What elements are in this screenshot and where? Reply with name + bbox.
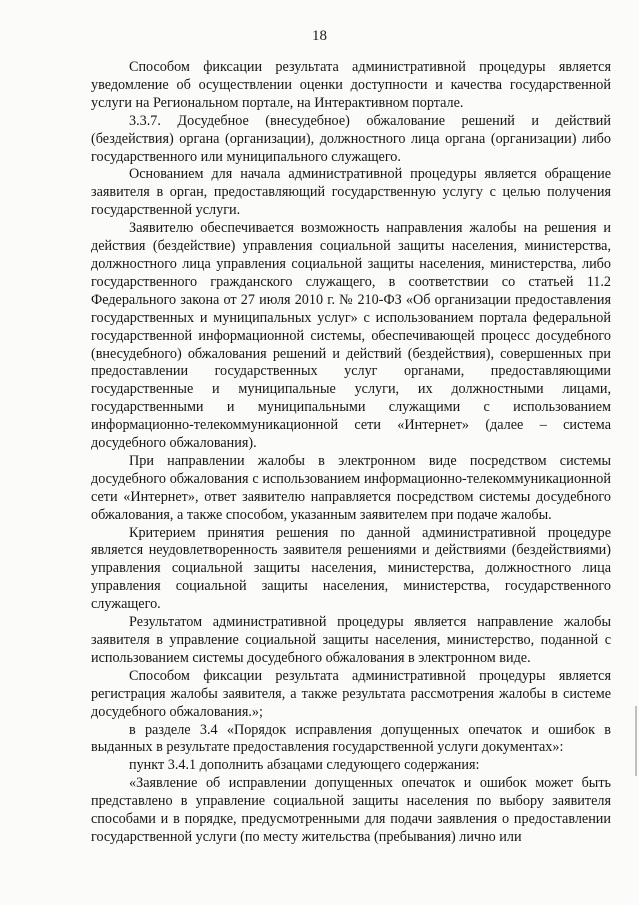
paragraph-fixation-result: Способом фиксации результата административной процедуры является уведомление об осуществлении оценки доступности и качества государственной услуги на Региональном портале, на Интерактивном портале. bbox=[91, 59, 611, 111]
paragraph-clause-3-4-1: пункт 3.4.1 дополнить абзацами следующего содержания: bbox=[129, 757, 480, 774]
paragraph-decision-criterion: Критерием принятия решения по данной административной процедуре является неудовлетворенность заявителя решениями и действиями (бездействиями) управления социальной защиты населения, министерства, должностного лица управления социальной защиты населения, министерства, государственного служащего. bbox=[91, 524, 611, 613]
paragraph-basis-for-procedure: Основанием для начала административной процедуры является обращение заявителя в орган, предоставляющий государственную услугу с целью получения государственной услуги. bbox=[91, 166, 611, 219]
paragraph-section-3-3-7: 3.3.7. Досудебное (внесудебное) обжалование решений и действий (бездействия) органа (организации), должностного лица органа (организации) либо государственного или муниципального служащего. bbox=[91, 112, 611, 165]
page-number: 18 bbox=[312, 28, 327, 44]
paragraph-correction-application: «Заявление об исправлении допущенных опечаток и ошибок может быть представлено в управление социальной защиты населения по выбору заявителя способами и в порядке, предусмотренными для подачи заявления о предоставлении государственной услуги (по месту жительства (пребывания) лично или bbox=[91, 775, 611, 845]
paragraph-fixation-registration: Способом фиксации результата административной процедуры является регистрация жалобы заявителя, а также результата рассмотрения жалобы в системе досудебного обжалования.»; bbox=[91, 667, 611, 720]
scan-edge-mark bbox=[635, 706, 637, 776]
paragraph-electronic-complaint: При направлении жалобы в электронном виде посредством системы досудебного обжалования с использованием информационно-телекоммуникационной сети «Интернет», ответ заявителю направляется посредством системы досудебного обжалования, а также способом, указанным заявителем при подаче жалобы. bbox=[91, 452, 611, 523]
paragraph-complaint-opportunity: Заявителю обеспечивается возможность направления жалобы на решения и действия (бездействие) управления социальной защиты населения, министерства, должностного лица управления социальной защиты населения, министерства, либо государственного гражданского служащего, в соответствии со статьей 11.2 Федерального закона от 27 июля 2010 г. № 210-ФЗ «Об организации предоставления государственных и муниципальных услуг» с использованием портала федеральной государственной информационной системы, обеспечивающей процесс досудебного (внесудебного) обжалования решений и действий (бездействия), совершенных при предоставлении государственных услуг органами, предоставляющими государственные и муниципальные услуги, их должностными лицами, государственными и муниципальными служащими с использованием информационно-телекоммуникационной сети «Интернет» (далее – система досудебного обжалования). bbox=[91, 220, 611, 452]
paragraph-section-3-4: в разделе 3.4 «Порядок исправления допущенных опечаток и ошибок в выданных в результате предоставления государственной услуги документах»: bbox=[91, 721, 611, 756]
document-body bbox=[91, 59, 611, 847]
paragraph-procedure-result: Результатом административной процедуры является направление жалобы заявителя в управление социальной защиты населения, министерство, поданной с использованием системы досудебного обжалования в электронном виде. bbox=[91, 614, 611, 666]
